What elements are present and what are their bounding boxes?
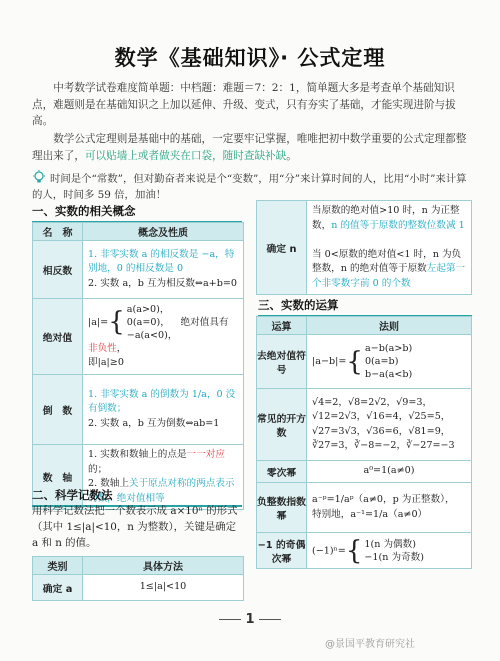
page-number: 1 [0, 612, 500, 627]
real-number-table [32, 222, 244, 510]
motivation-tip: 时间是个“常数”，但对勤奋者来说是个“变数”，用“分”来计算时间的人，比用“小时”来计算的人，时间多 59 倍，加油！ [32, 170, 472, 203]
operations-table [256, 316, 472, 569]
section-heading-1: 一、实数的相关概念 [32, 203, 242, 223]
table-row: 常见的开方数 √4=2，√8=2√2，√9=3， √12=2√3，√16=4，√25=5， √27=3√3，√36=6，√81=9， ∛27=3，∛−8=−2，∛−27=−3 [257, 389, 472, 461]
table-header: 具体方法 [83, 557, 244, 575]
section-heading-3: 三、实数的运算 [258, 297, 472, 317]
lightbulb-icon [32, 170, 46, 184]
table-row: 确定 n 当原数的绝对值>10 时，n 为正整数，n 的值等于原数的整数位数减 1 当 0<原数的绝对值<1 时，n 为负整数，n 的绝对值等于原数左起第一个非零数字前 0 的个数 [257, 201, 472, 295]
sci-notation-table [32, 556, 244, 601]
table-header: 名 称 [33, 223, 83, 241]
table-row: 确定 a 1≤|a|<10 [33, 575, 244, 601]
table-header: 概念及性质 [83, 223, 244, 241]
table-row: 绝对值 |a|={ a(a>0)， 0(a=0)， −a(a<0)， 绝对值具有非负性， 即|a|≥0 [33, 299, 244, 375]
table-row: 零次幂 a⁰=1(a≠0) [257, 461, 472, 483]
sci-notation-text: 用科学记数法把一个数表示成 a×10ⁿ 的形式（其中 1≤|a|<10，n 为整数），关键是确定 a 和 n 的值。 [32, 505, 238, 549]
intro-paragraph-1: 中考数学试卷难度简单题：中档题：难题＝7：2：1，简单题大多是考查单个基础知识点，难题则是在基础知识之上加以延伸、升级、变式，只有夯实了基础，才能实现进阶与拔高。 [32, 82, 456, 127]
table-row: 负整数指数幂 a⁻ᵖ=1/aᵖ（a≠0，p 为正整数）， 特别地，a⁻¹=1/a（a≠0） [257, 483, 472, 533]
section-heading-2: 二、科学记数法 [32, 487, 242, 507]
table-header: 类别 [33, 557, 83, 575]
table-row: 去绝对值符号 |a−b|={ a−b(a>b) 0(a=b) b−a(a<b) [257, 335, 472, 389]
table-row: 倒 数 1. 非零实数 a 的倒数为 1/a，0 没有倒数； 2. 实数 a，b 互为倒数⇔ab=1 [33, 375, 244, 445]
table-header: 法则 [307, 317, 472, 335]
page-title: 数学《基础知识》· 公式定理 [114, 46, 386, 70]
table-header: 运算 [257, 317, 307, 335]
determine-n-table [256, 200, 472, 295]
table-row: −1 的奇偶次幂 (−1)ⁿ={ 1(n 为偶数) −1(n 为奇数) [257, 533, 472, 569]
intro-paragraph-2: 数学公式定理则是基础中的基础，一定要牢记掌握，唯唯把初中数学重要的公式定理都整理出来了，可以贴墙上或者做夹在口袋，随时查缺补缺。 [32, 133, 467, 162]
table-row: 数 轴 1. 实数和数轴上的点是一一对应的； 2. 数轴上关于原点对称的两点表示的数，绝对值相等 [33, 445, 244, 510]
table-row: 相反数 1. 非零实数 a 的相反数是 −a，特别地，0 的相反数是 0 2. 实数 a，b 互为相反数⇔a+b=0 [33, 241, 244, 299]
watermark: @景国平教育研究社 [325, 639, 415, 650]
